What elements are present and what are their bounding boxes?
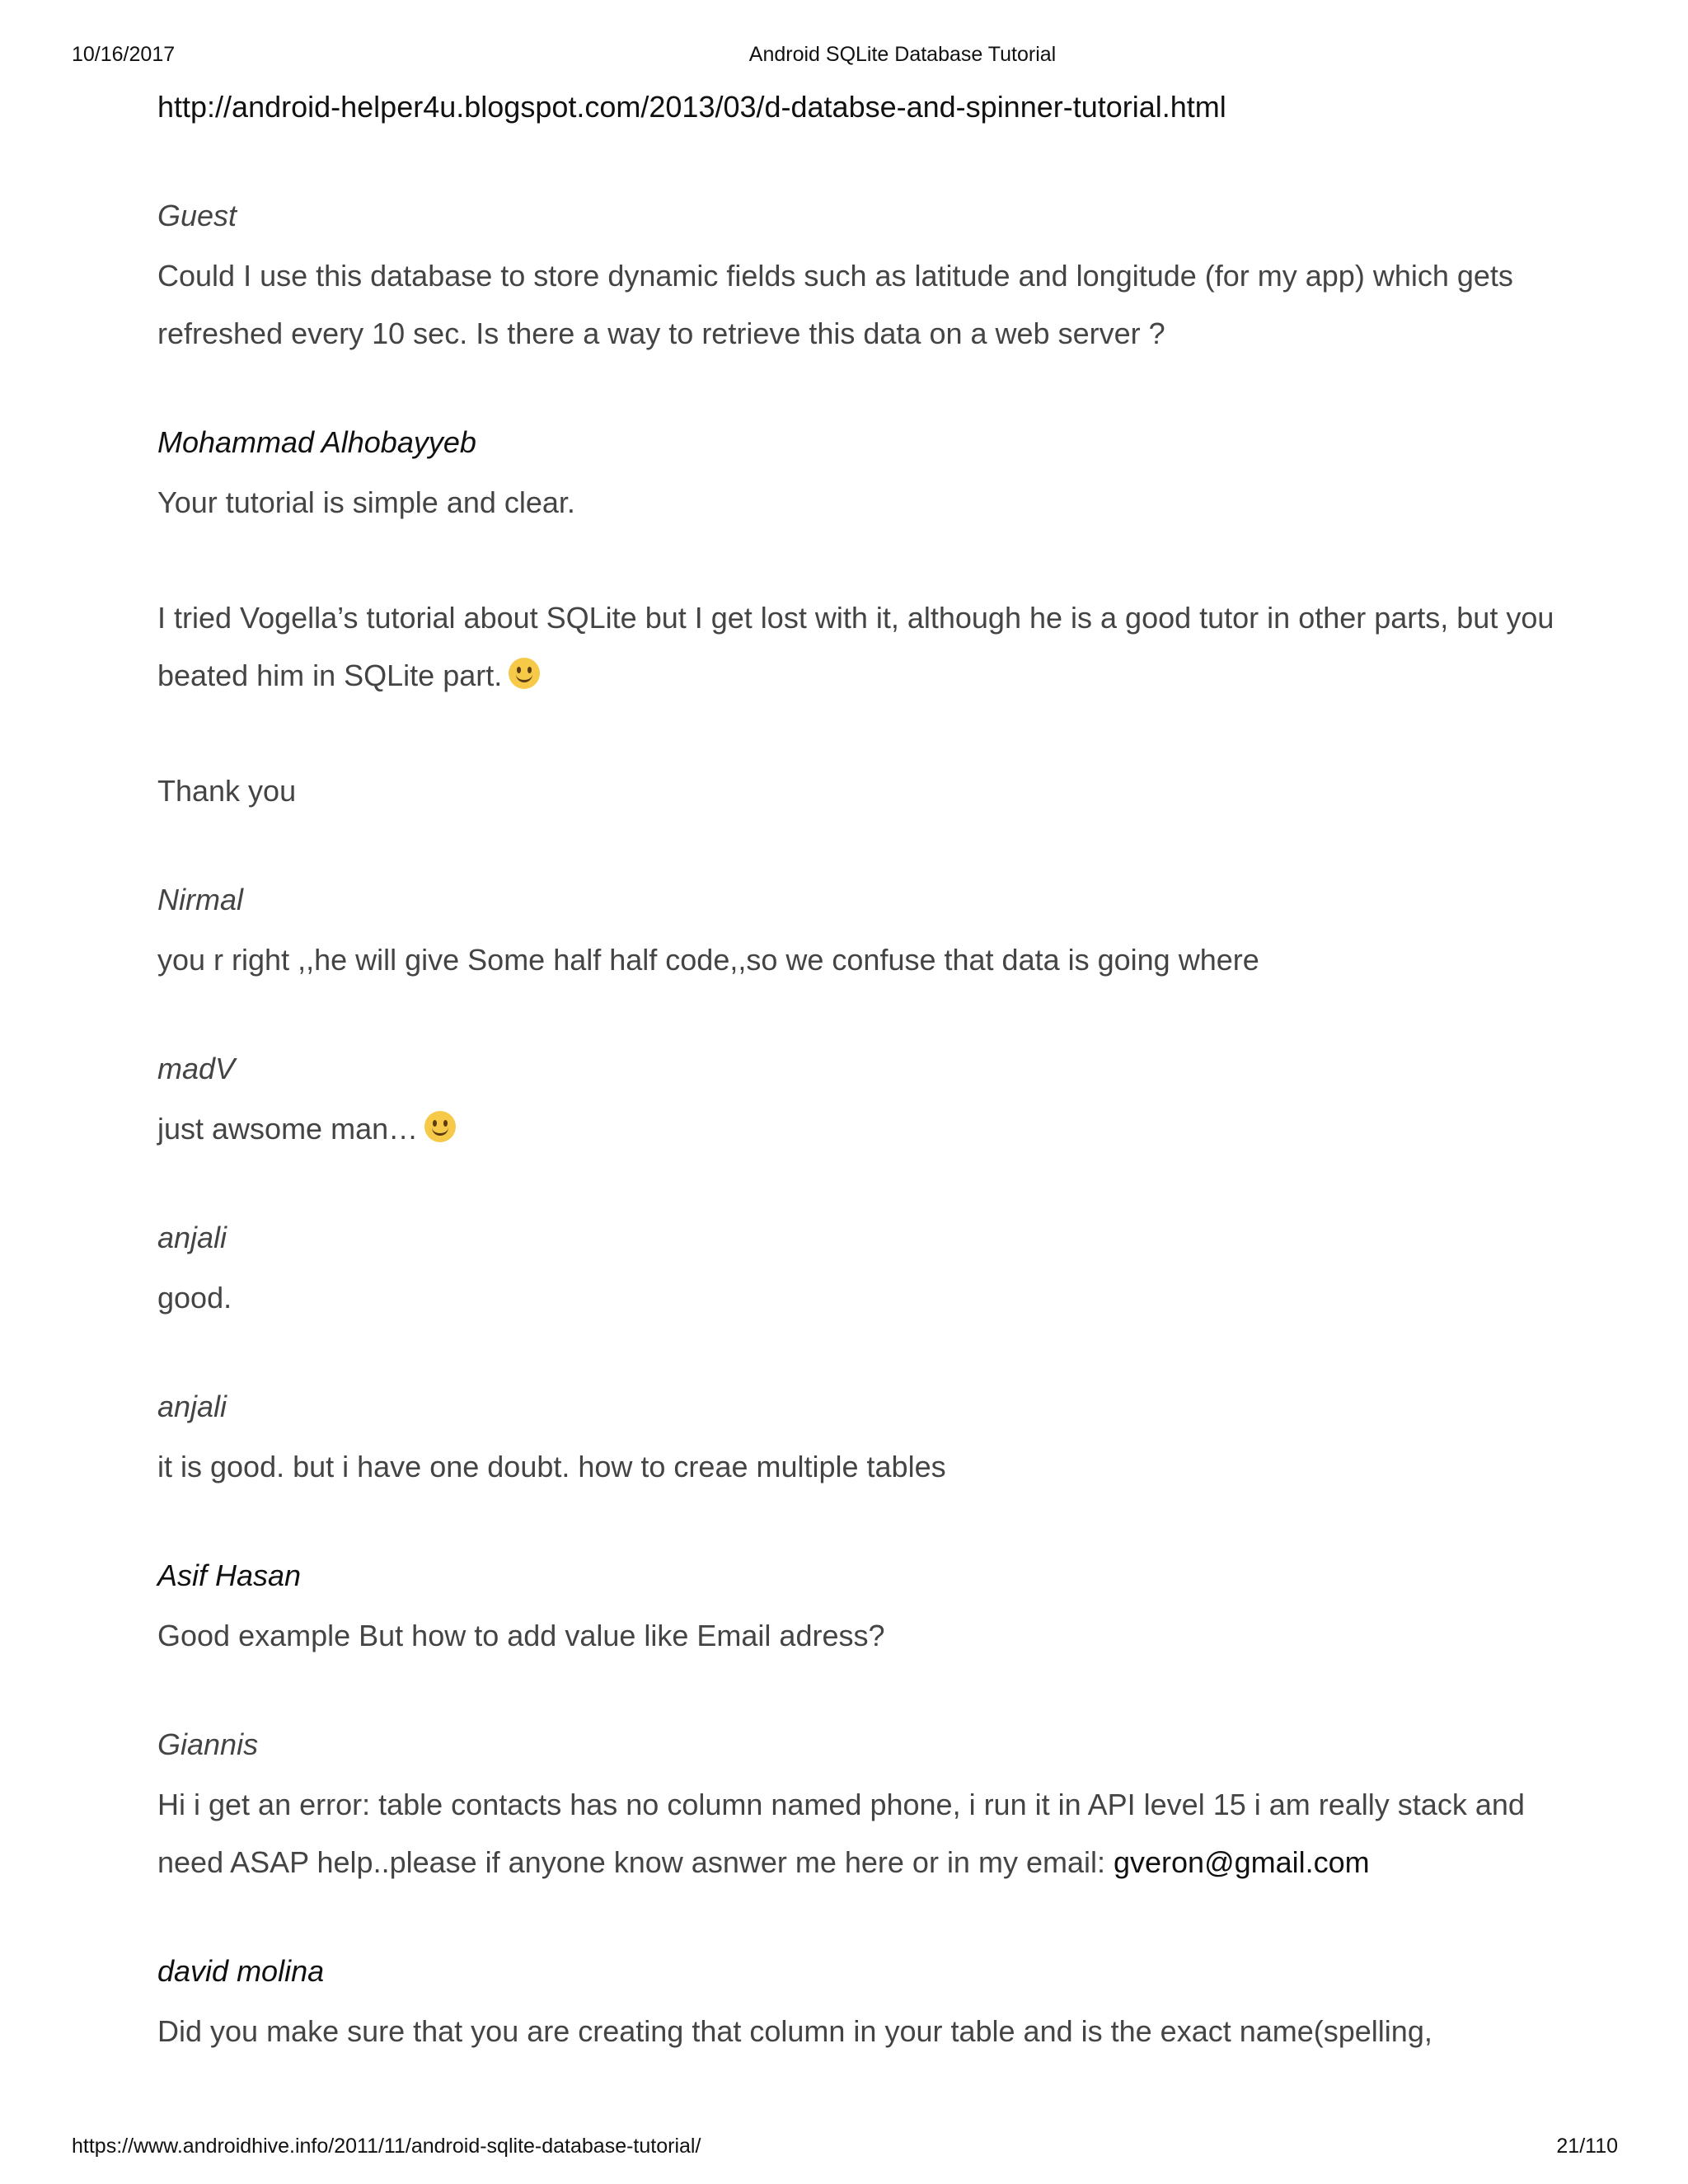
comment-author: anjali	[157, 1221, 227, 1254]
comment-text: Thank you	[157, 774, 297, 808]
comment-item	[157, 191, 1559, 363]
comment-item	[157, 418, 1559, 820]
comment-text	[157, 589, 1559, 705]
comment-author: Mohammad Alhobayyeb	[157, 425, 476, 459]
comment-text: good.	[157, 1281, 232, 1315]
comment-author: Guest	[157, 199, 237, 232]
comment-text: you r right ,,he will give Some half half code,,so we confuse that data is going where	[157, 943, 1259, 977]
comments-content	[157, 82, 1559, 2116]
print-footer	[0, 2135, 1688, 2164]
comment-author: Giannis	[157, 1727, 259, 1761]
email-link[interactable]: gveron@gmail.com	[1114, 1845, 1370, 1879]
document-title: Android SQLite Database Tutorial	[748, 43, 1057, 66]
comment-text-span: I tried Vogella’s tutorial about SQLite but I get lost with it, although he is a good tutor in other parts, but you beated him in SQLite part.	[157, 601, 1554, 692]
comment-text: Did you make sure that you are creating that column in your table and is the exact name(spelling,	[157, 2014, 1432, 2048]
comment-link-text: http://android-helper4u.blogspot.com/2013/03/d-databse-and-spinner-tutorial.html	[157, 90, 1226, 124]
comment-author: Asif Hasan	[157, 1558, 302, 1592]
comment-author: Nirmal	[157, 883, 243, 916]
comment-item	[157, 1551, 1559, 1665]
comment-item	[157, 1947, 1559, 2060]
print-header	[0, 43, 1688, 73]
comment-item	[157, 875, 1559, 989]
smiley-icon	[509, 658, 540, 689]
comment-author: anjali	[157, 1390, 227, 1423]
comment-text	[157, 1100, 1559, 1158]
comment-item	[157, 1213, 1559, 1327]
page-url: https://www.androidhive.info/2011/11/android-sqlite-database-tutorial/	[72, 2135, 701, 2158]
print-date: 10/16/2017	[72, 43, 176, 66]
comment-author: madV	[157, 1052, 236, 1085]
comment-item	[157, 1044, 1559, 1158]
comment-text: Could I use this database to store dynamic fields such as latitude and longitude (for my app) which gets refreshed every 10 sec. Is there a way to retrieve this data on a web server ?	[157, 259, 1513, 350]
comment-item	[157, 1382, 1559, 1496]
comment-text-span: just awsome man…	[157, 1112, 419, 1146]
comment-item	[157, 1720, 1559, 1891]
comment-author: david molina	[157, 1954, 325, 1988]
comment-text: Your tutorial is simple and clear.	[157, 485, 575, 519]
comment-text	[157, 1776, 1559, 1891]
comment-text: Good example But how to add value like Email adress?	[157, 1619, 885, 1652]
page-number: 21/110	[1556, 2135, 1618, 2158]
smiley-icon	[424, 1111, 456, 1142]
comment-text-span: Hi i get an error: table contacts has no column named phone, i run it in API level 15 i am really stack and need ASAP help..please if anyone know asnwer me here or in my email:	[157, 1788, 1525, 1879]
comment-text: it is good. but i have one doubt. how to creae multiple tables	[157, 1450, 946, 1483]
